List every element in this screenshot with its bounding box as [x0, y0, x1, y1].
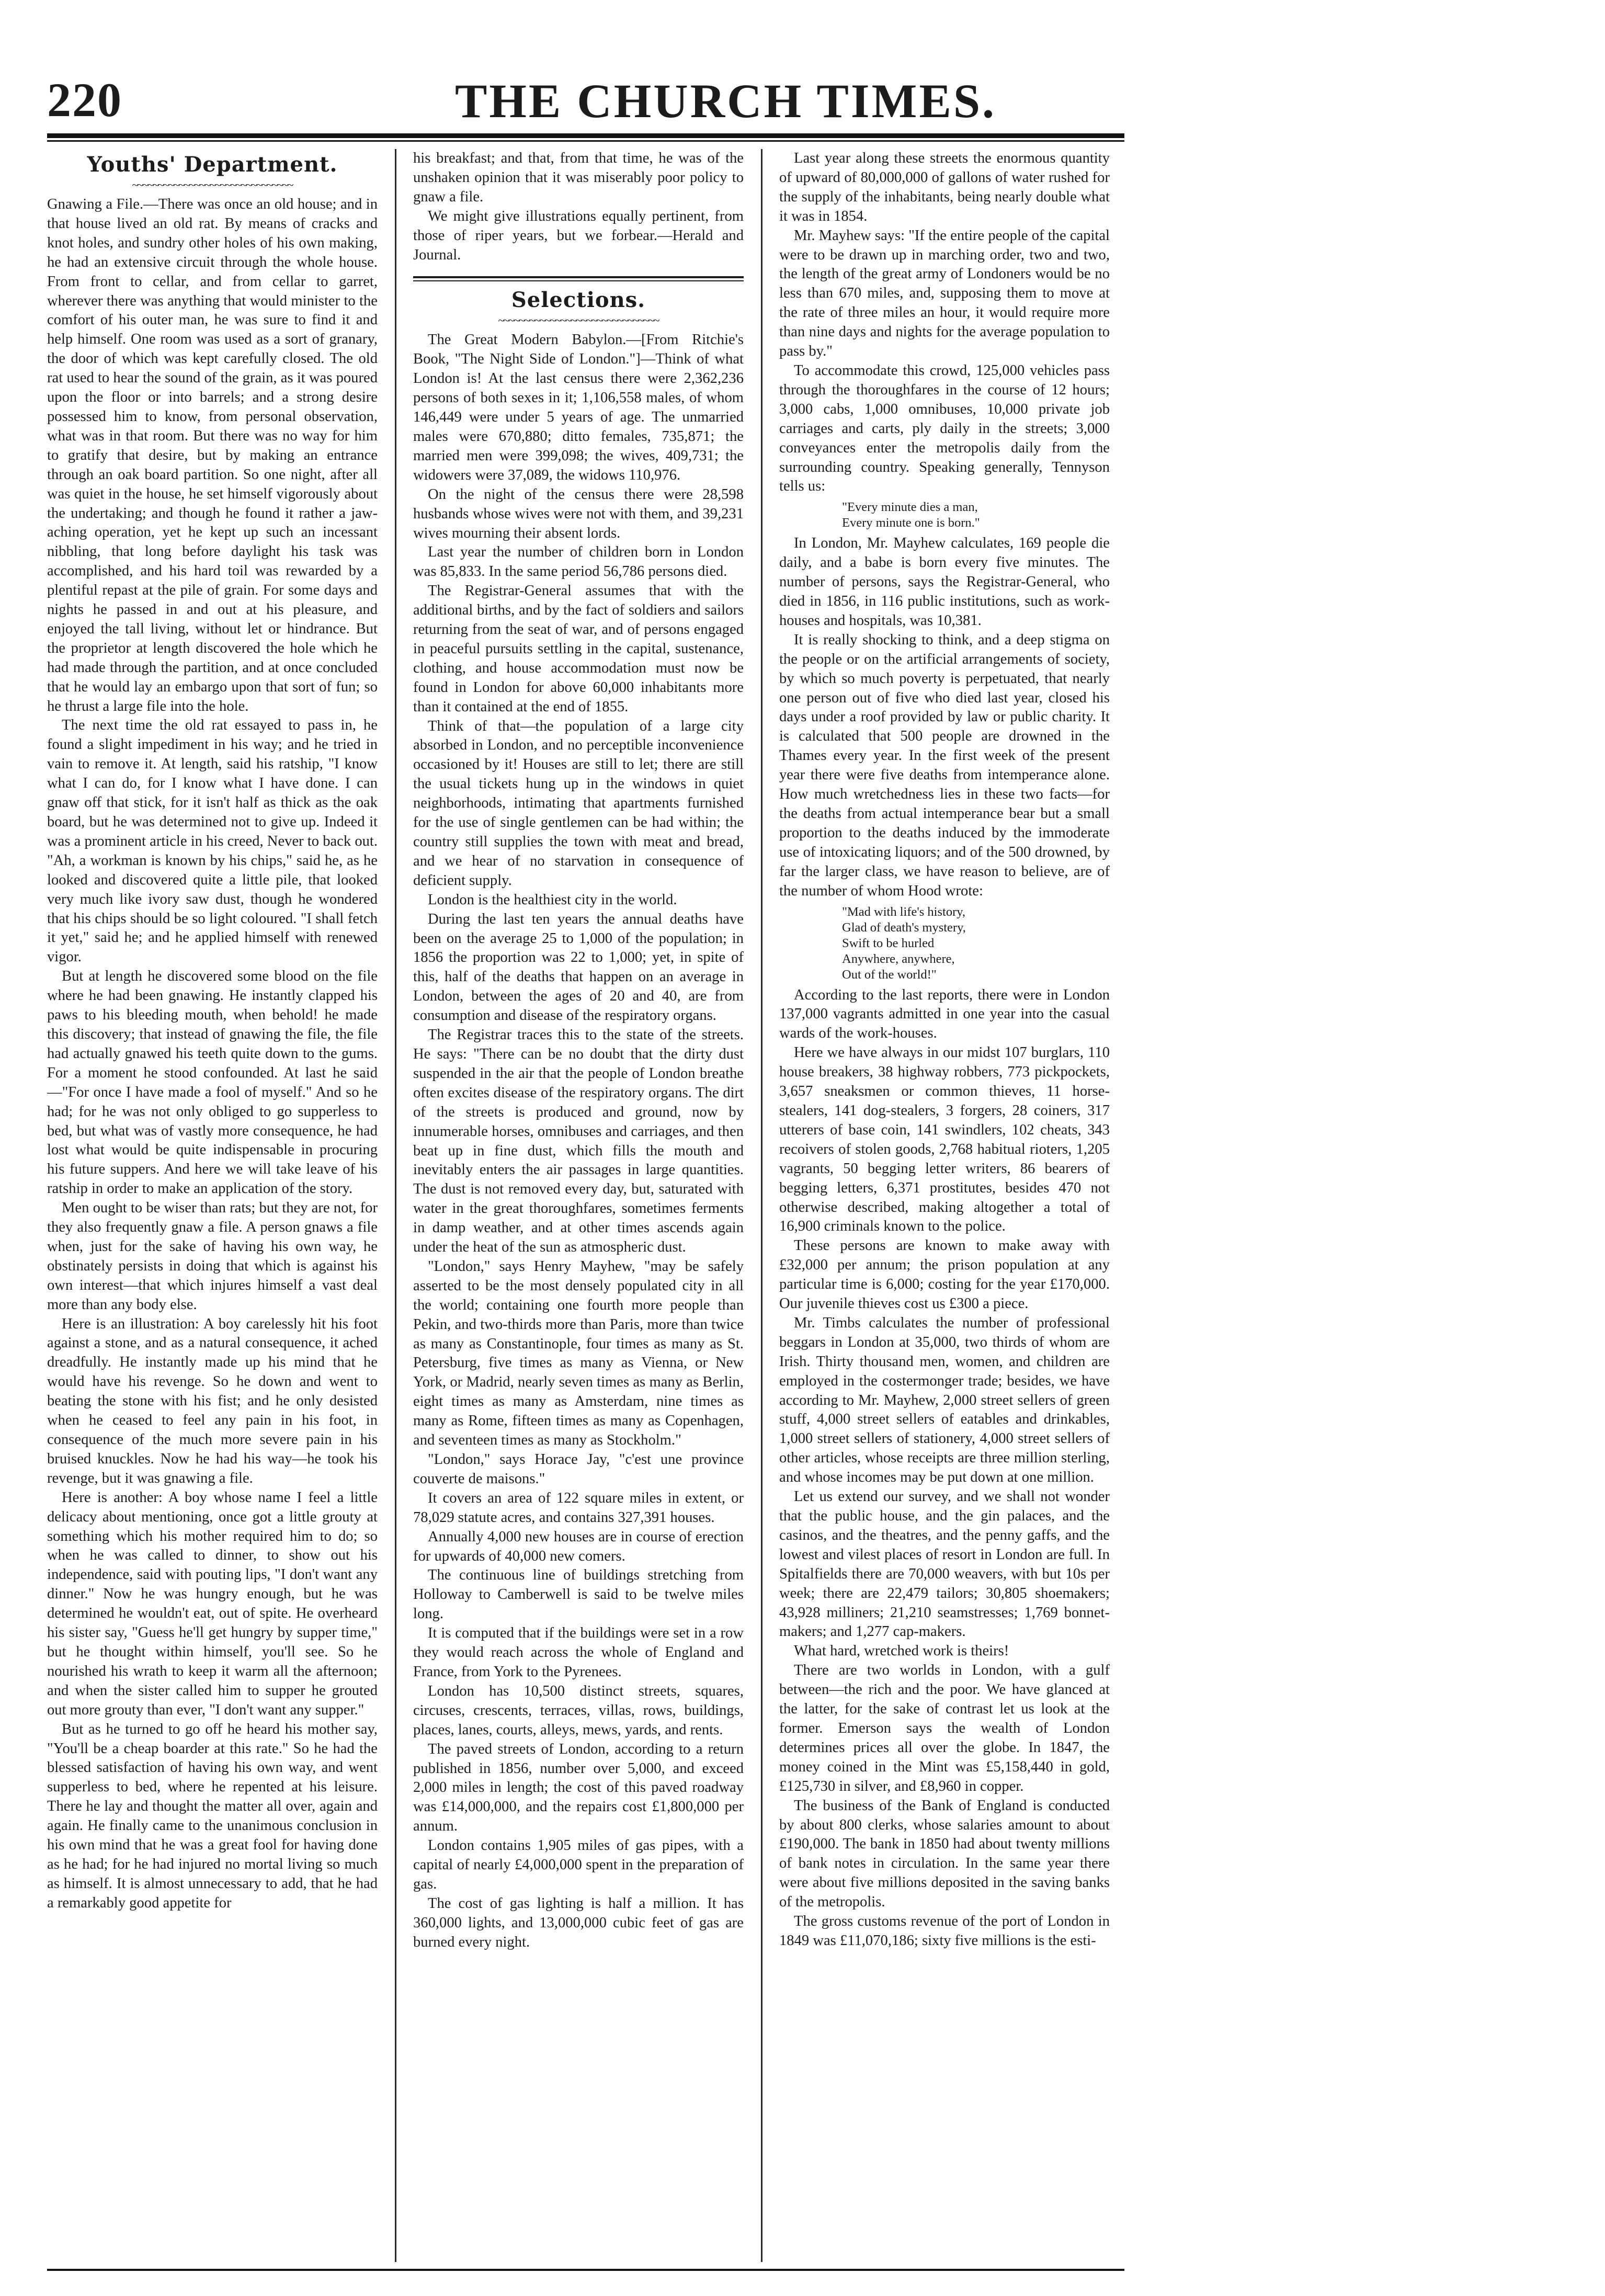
section-ornament: ~~~~~~~~~~~~~~~~~~~~~~~~~~~~~~~ [132, 179, 293, 191]
section-ornament: ~~~~~~~~~~~~~~~~~~~~~~~~~~~~~~~ [498, 315, 659, 327]
column-selections [413, 149, 744, 2262]
article-paragraph: But at length he discovered some blood on the file where he had been gnawing. He instantly clapped his paws to his bleeding mouth, when behold! he made this discovery; that instead of gnawing the file, the file had actually gnawed his teeth quite down to the gums. For a moment he stood confounded. At last he said—"For once I have made a fool of myself." And so he had; for he was not only obliged to go supperless to bed, but what was of vastly more consequence, he had lost what would be quite indispensable in procuring his future suppers. And here we will take leave of his ratship in order to make an application of the story. [47, 968, 378, 1197]
verse-line: Anywhere, anywhere, [842, 951, 955, 966]
article-paragraph: The gross customs revenue of the port of London in 1849 was £11,070,186; sixty five millions is the esti- [779, 1913, 1110, 1949]
article-paragraph: London contains 1,905 miles of gas pipes, with a capital of nearly £4,000,000 spent in the preparation of gas. [413, 1837, 744, 1892]
article-paragraph: These persons are known to make away with £32,000 per annum; the prison population at any particular time is 6,000; costing for the year £170,000. Our juvenile thieves cost us £300 a piece. [779, 1237, 1110, 1312]
article-paragraph: "London," says Henry Mayhew, "may be safely asserted to be the most densely populated city in all the world; containing one fourth more people than Pekin, and two-thirds more than Paris, more than twice as many as Constantinople, four times as many as St. Petersburg, five times as many as Vienna, or New York, or Madrid, nearly seven times as many as Berlin, eight times as many as Amsterdam, nine times as many as Rome, fifteen times as many as Copenhagen, and seventeen times as many as Stockholm." [413, 1258, 744, 1449]
article-paragraph: London is the healthiest city in the world. [428, 891, 677, 908]
article-paragraph: But as he turned to go off he heard his mother say, "You'll be a cheap boarder at this rate." So he had the blessed satisfaction of having his own way, and went supperless to bed, where he repented at his leisure. There he lay and thought the matter all over, again and again. He finally came to the unanimous conclusion in his own mind that he was a great fool for having done as he had; for he had injured no mortal living so much as himself. It is almost unnecessary to add, that he had a remarkably good appetite for [47, 1721, 378, 1911]
verse-line: Out of the world!" [842, 967, 937, 982]
verse-quote-hood [842, 904, 1110, 983]
article-paragraph: Last year the number of children born in London was 85,833. In the same period 56,786 persons died. [413, 544, 744, 580]
article-paragraph: It is really shocking to think, and a deep stigma on the people or on the artificial arrangements of society, by which so much poverty is perpetuated, that nearly one person out of five who died last year, closed his days under a roof provided by law or public charity. It is calculated that 500 people are drowned in the Thames every year. In the first week of the present year there were five deaths from intemperance alone. How much wretchedness lies in these two facts—for the deaths from actual intemperance bear but a small proportion to the deaths induced by the immoderate use of intoxicating liquors; and of the 500 drowned, by far the larger class, we have reason to believe, are of the number of whom Hood wrote: [779, 631, 1110, 899]
bottom-rule [47, 2269, 1124, 2271]
article-paragraph: Here is an illustration: A boy carelessly hit his foot against a stone, and as a natural consequence, it ached dreadfully. He instantly made up his mind that he would have his revenge. So he down and went to beating the stone with his fist; and he only desisted when he ceased to feel any pain in his foot, in consequence of the much more severe pain in his bruised knuckles. Now he had his way—he took his revenge, but it was gnawing a file. [47, 1315, 378, 1486]
article-paragraph: To accommodate this crowd, 125,000 vehicles pass through the thoroughfares in the course of 12 hours; 3,000 cabs, 1,000 omnibuses, 10,000 private job carriages and carts, ply daily in the streets; 3,000 conveyances enter the metropolis daily from the surrounding country. Speaking generally, Tennyson tells us: [779, 362, 1110, 495]
verse-line: "Mad with life's history, [842, 904, 966, 919]
verse-line: Glad of death's mystery, [842, 920, 966, 935]
header-rule-thin [47, 140, 1124, 142]
column-divider [761, 149, 762, 2262]
article-paragraph: The Great Modern Babylon.—[From Ritchie's Book, "The Night Side of London."]—Think of what London is! At the last census there were 2,362,236 persons of both sexes in it; 1,106,558 males, of whom 146,449 were under 5 years of age. The unmarried males were 670,880; ditto females, 735,871; the married men were 399,098; the wives, 409,731; the widowers were 37,089, the widows 110,976. [413, 332, 744, 483]
article-paragraph: Let us extend our survey, and we shall not wonder that the public house, and the gin palaces, and the casinos, and the theatres, and the penny gaffs, and the lowest and vilest places of resort in London are full. In Spitalfields there are 70,000 weavers, with but 10s per week; there are 22,479 tailors; 30,805 shoemakers; 43,928 milliners; 21,210 seamstresses; 1,769 bonnet-makers; and 1,277 cap-makers. [779, 1488, 1110, 1640]
article-paragraph: According to the last reports, there were in London 137,000 vagrants admitted in one year into the casual wards of the work-houses. [779, 986, 1110, 1042]
verse-line: Swift to be hurled [842, 936, 935, 950]
article-paragraph: Mr. Mayhew says: "If the entire people of the capital were to be drawn up in marching order, two and two, the length of the great army of Londoners would be no less than 670 miles, and, supposing them to move at the rate of three miles an hour, it would require more than nine days and nights for the average population to pass by." [779, 227, 1110, 360]
article-paragraph: The business of the Bank of England is conducted by about 800 clerks, whose salaries amount to about £190,000. The bank in 1850 had about twenty millions of bank notes in circulation. In the same year there were about five millions deposited in the saving banks of the metropolis. [779, 1797, 1110, 1911]
article-paragraph: What hard, wretched work is theirs! [794, 1643, 1009, 1660]
article-paragraph: On the night of the census there were 28,598 husbands whose wives were not with them, and 39,231 wives mourning their absent lords. [413, 486, 744, 541]
article-paragraph: The continuous line of buildings stretching from Holloway to Camberwell is said to be twelve miles long. [413, 1567, 744, 1622]
column-divider [395, 149, 396, 2262]
article-paragraph: During the last ten years the annual deaths have been on the average 25 to 1,000 of the population; in 1856 the proportion was 22 to 1,000; yet, in spite of this, half of the deaths that happen on an average in London, between the ages of 20 and 40, are from consumption and disease of the respiratory organs. [413, 911, 744, 1024]
article-paragraph: The Registrar-General assumes that with the additional births, and by the fact of soldiers and sailors returning from the seat of war, and of persons engaged in peaceful pursuits settling in the capital, sustenance, clothing, and house accommodation must now be found in London for above 60,000 inhabitants more than it contained at the end of 1855. [413, 583, 744, 715]
article-paragraph: Think of that—the population of a large city absorbed in London, and no perceptible inconvenience occasioned by it! Houses are still to let; there are still the usual tickets hung up in the windows in quiet neighborhoods, intimating that apartments furnished for the use of single gentlemen can be had within; the country still supplies the town with meat and bread, and we hear of no starvation in consequence of deficient supply. [413, 718, 744, 889]
article-paragraph: There are two worlds in London, with a gulf between—the rich and the poor. We have glanced at the latter, for the sake of contrast let us look at the former. Emerson says the wealth of London determines prices all over the globe. In 1847, the money coined in the Mint was £5,158,440 in gold, £125,730 in silver, and £8,960 in copper. [779, 1662, 1110, 1794]
article-paragraph: Here is another: A boy whose name I feel a little delicacy about mentioning, once got a little grouty at something which his mother required him to do; so when he was called to dinner, to show out his independence, said with pouting lips, "I don't want any dinner." Now he was hungry enough, but he was determined he wouldn't eat, out of spite. He overheard his sister say, "Guess he'll get hungry by supper time," but he thought within himself, you'll see. So he nourished his wrath to keep it warm all the afternoon; and when the sister called him to supper he grouted out more grouty than ever, "I don't want any supper." [47, 1489, 378, 1718]
article-paragraph: The next time the old rat essayed to pass in, he found a slight impediment in his way; and he tried in vain to remove it. At length, said his ratship, "I know what I can do, for I know what I have done. I can gnaw off that stick, for it isn't half as thick as the oak board, but he was determined not to give up. Indeed it was a prominent article in his creed, Never to back out. "Ah, a workman is known by his chips," said he, as he looked and discovered quite a little pile, that looked very much like ivory saw dust, though he wondered that his chips should be so light coloured. "I shall fetch it yet," said he; and he applied himself with renewed vigor. [47, 717, 378, 965]
article-paragraph: his breakfast; and that, from that time, he was of the unshaken opinion that it was miserably poor policy to gnaw a file. [413, 150, 744, 205]
article-paragraph: It is computed that if the buildings were set in a row they would reach across the whole of England and France, from York to the Pyrenees. [413, 1625, 744, 1680]
article-paragraph: Annually 4,000 new houses are in course of erection for upwards of 40,000 new comers. [413, 1528, 744, 1564]
verse-quote-tennyson [842, 499, 1110, 531]
article-paragraph: In London, Mr. Mayhew calculates, 169 people die daily, and a babe is born every five minutes. The number of persons, says the Registrar-General, who died in 1856, in 116 public institutions, such as work-houses and hospitals, was 10,381. [779, 535, 1110, 629]
article-paragraph: "London," says Horace Jay, "c'est une province couverte de maisons." [413, 1451, 744, 1487]
article-paragraph: The cost of gas lighting is half a million. It has 360,000 lights, and 13,000,000 cubic feet of gas are burned every night. [413, 1895, 744, 1950]
article-paragraph: Mr. Timbs calculates the number of professional beggars in London at 35,000, two thirds of whom are Irish. Thirty thousand men, women, and children are employed in the costermonger trade; besides, we have according to Mr. Mayhew, 2,000 street sellers of green stuff, 4,000 street sellers of eatables and drinkables, 1,000 street sellers of stationery, 4,000 street sellers of other articles, whose receipts are three million sterling, and whose incomes may be put down at one million. [779, 1314, 1110, 1486]
article-paragraph: Gnawing a File.—There was once an old house; and in that house lived an old rat. By means of cracks and knot holes, and sundry other holes of his own making, he had an extensive circuit through the whole house. From front to cellar, and from cellar to garret, wherever there was anything that would minister to the comfort of his outer man, he was sure to find it and help himself. One room was used as a sort of granary, the door of which was kept carefully closed. The old rat used to hear the sound of the grain, as it was poured upon the floor or into barrels; and a strong desire possessed him to know, from personal observation, what was in that room. But there was no way for him to gratify that desire, but by making an entrance through an oak board partition. So one night, after all was quiet in the house, he set himself vigorously about the undertaking; and though he found it rather a jaw-aching operation, yet he kept up such an incessant nibbling, that long before daylight his task was accomplished, and his hard toil was rewarded by a plentiful repast at the pile of grain. For some days and nights he passed in and out at his pleasure, and enjoyed the tall living, without let or hindrance. But the proprietor at length discovered the hole which he had made through the partition, and at once concluded that he would lay an embargo upon that sort of fun; so he thrust a large file into the hole. [47, 196, 378, 714]
article-paragraph: The paved streets of London, according to a return published in 1856, number over 5,000, and exceed 2,000 miles in length; the cost of this paved roadway was £14,000,000, and the repairs cost £1,800,000 per annum. [413, 1741, 744, 1835]
article-paragraph: Men ought to be wiser than rats; but they are not, for they also frequently gnaw a file. A person gnaws a file when, just for the sake of having his own way, he obstinately persists in doing that which is against his own interest—that which injures himself a vast deal more than any body else. [47, 1200, 378, 1313]
column-youths-department [47, 149, 378, 2262]
verse-line: "Every minute dies a man, [842, 500, 978, 515]
page-number: 220 [47, 73, 122, 127]
header-rule [47, 133, 1124, 138]
article-paragraph: London has 10,500 distinct streets, squares, circuses, crescents, terraces, villas, rows, buildings, places, lanes, courts, alleys, mews, yards, and rents. [413, 1683, 744, 1738]
verse-line: Every minute one is born." [842, 516, 980, 530]
page-header [47, 68, 1119, 131]
article-paragraph: We might give illustrations equally pertinent, from those of riper years, but we forbear.—Herald and Journal. [413, 208, 744, 263]
article-paragraph: The Registrar traces this to the state of the streets. He says: "There can be no doubt that the dirty dust suspended in the air that the people of London breathe often excites disease of the respiratory organs. The dirt of the streets is produced and ground, now by innumerable horses, omnibuses and carriages, and then beat up in fine dust, which fills the mouth and inevitably enters the air passages in large quantities. The dust is not removed every day, but, saturated with water in the great thoroughfares, sometimes ferments in damp weather, and at other times ascends again under the heat of the sun as atmospheric dust. [413, 1027, 744, 1256]
section-title-selections: Selections. [511, 288, 646, 313]
newspaper-title: THE CHURCH TIMES. [455, 74, 997, 128]
article-paragraph: Here we have always in our midst 107 burglars, 110 house breakers, 38 highway robbers, 773 pickpockets, 3,657 sneaksmen or common thieves, 11 horse-stealers, 141 dog-stealers, 3 forgers, 28 coiners, 317 utterers of base coin, 141 swindlers, 102 cheats, 343 recoivers of stolen goods, 2,768 habitual rioters, 1,205 vagrants, 50 begging letter writers, 86 bearers of begging letters, 6,371 prostitutes, besides 470 not otherwise described, making altogether a total of 16,900 criminals known to the police. [779, 1044, 1110, 1235]
section-separator [413, 276, 744, 281]
column-london-continued [779, 149, 1110, 2262]
article-paragraph: It covers an area of 122 square miles in extent, or 78,029 statute acres, and contains 327,391 houses. [413, 1490, 744, 1526]
article-paragraph: Last year along these streets the enormous quantity of upward of 80,000,000 of gallons of water rushed for the supply of the inhabitants, being nearly double what it was in 1854. [779, 150, 1110, 224]
section-title-youths-department: Youths' Department. [87, 152, 338, 177]
